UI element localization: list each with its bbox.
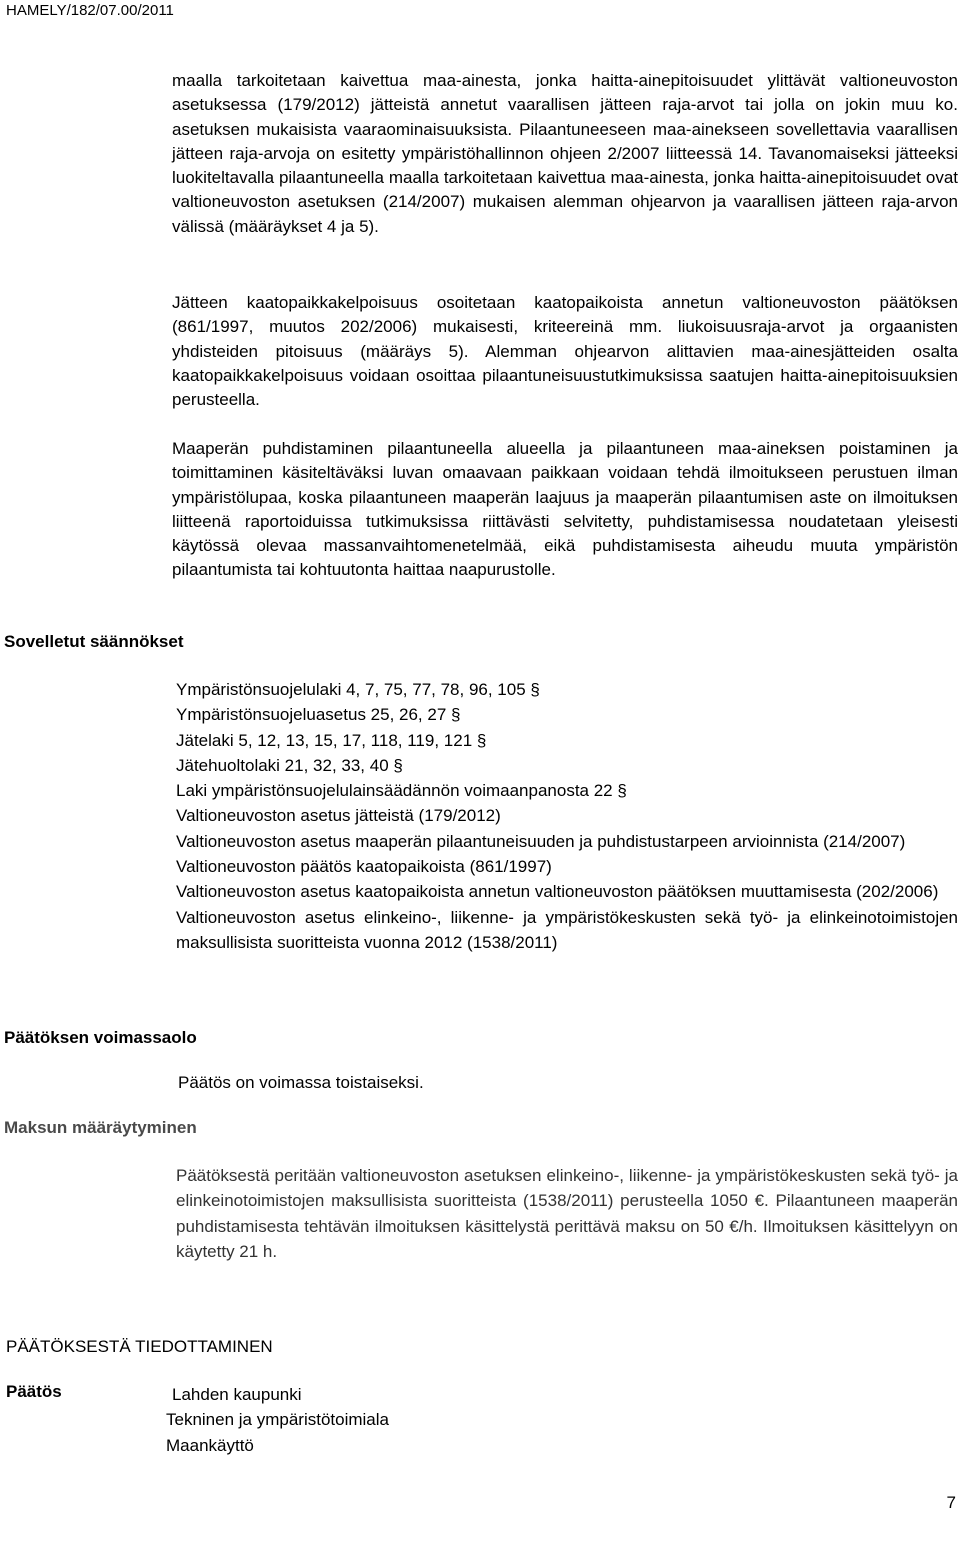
decision-label: Päätös bbox=[6, 1382, 62, 1401]
rule-item: Valtioneuvoston asetus maaperän pilaantuneisuuden ja puhdistustarpeen arvioinnista (214/2007) bbox=[176, 831, 906, 851]
fee-text: Päätöksestä peritään valtioneuvoston asetuksen elinkeino-, liikenne- ja ympäristökeskusten sekä työ- ja elinkeinotoimistojen maksullisista suoritteista (1538/2011) perusteella 1050 €. Pilaantuneen maaperän puhdistamisesta tehtävän ilmoituksen käsittelystä perittävä maksu on 50 €/h. Ilmoituksen käsittelyyn on käytetty 21 h. bbox=[176, 1166, 958, 1261]
paragraph-landfill-suitability: Jätteen kaatopaikkakelpoisuus osoitetaan kaatopaikoista annetun valtioneuvoston päätöksen (861/1997, muutos 202/2006) mukaisesti, kriteereinä mm. liukoisuusraja-arvot ja orgaanisten yhdisteiden pitoisuus (määräys 5). Alemman ohjearvon alittavien maa-ainesjätteiden osalta kaatopaikkakelpoisuus voidaan osoittaa pilaantuneisuustutkimuksissa saatujen haitta-ainepitoisuuksien perusteella. bbox=[172, 293, 958, 410]
rule-item: Laki ympäristönsuojelulainsäädännön voimaanpanosta 22 § bbox=[176, 778, 958, 803]
validity-text: Päätös on voimassa toistaiseksi. bbox=[178, 1073, 424, 1092]
recipient-line: Maankäyttö bbox=[166, 1435, 254, 1455]
section-label-validity: Päätöksen voimassaolo bbox=[4, 1028, 197, 1047]
paragraph-remediation-notice: Maaperän puhdistaminen pilaantuneella alueella ja pilaantuneen maa-aineksen poistaminen ja toimittaminen käsiteltäväksi luvan omaavaan paikkaan voidaan tehdä ilmoitukseen perustuen ilman ympäristölupaa, koska pilaantuneen maaperän laajuus ja maaperän pilaantumisen aste on ilmoituksen liitteenä raportoiduissa tutkimuksissa riittävästi selvitetty, puhdistamisessa noudatetaan yleisesti käytössä olevaa massanvaihtomenetelmää, eikä puhdistamisesta aiheudu muuta ympäristön pilaantumista tai kohtuutonta haittaa naapurustolle. bbox=[172, 439, 958, 580]
section-label-applied-rules: Sovelletut säännökset bbox=[4, 632, 184, 651]
rule-item: Valtioneuvoston asetus elinkeino-, liikenne- ja ympäristökeskusten sekä työ- ja elinkeinotoimistojen maksullisista suoritteista vuonna 2012 (1538/2011) bbox=[176, 907, 958, 952]
rule-item: Jätelaki 5, 12, 13, 15, 17, 118, 119, 121 § bbox=[176, 728, 958, 753]
rule-item: Valtioneuvoston asetus jätteistä (179/2012) bbox=[176, 806, 501, 826]
rule-item: Valtioneuvoston asetus kaatopaikoista annetun valtioneuvoston päätöksen muuttamisesta (202/2006) bbox=[176, 882, 939, 902]
decision-recipients bbox=[166, 1382, 389, 1458]
section-label-fee: Maksun määräytyminen bbox=[4, 1118, 197, 1137]
page-number: 7 bbox=[946, 1493, 956, 1512]
recipient-line: Lahden kaupunki bbox=[172, 1385, 302, 1404]
document-reference: HAMELY/182/07.00/2011 bbox=[6, 2, 174, 19]
recipient-line: Tekninen ja ympäristötoimiala bbox=[166, 1410, 389, 1430]
rule-item: Ympäristönsuojelulaki 4, 7, 75, 77, 78, 96, 105 § bbox=[176, 677, 958, 702]
rule-item: Ympäristönsuojeluasetus 25, 26, 27 § bbox=[176, 702, 958, 727]
rule-item: Valtioneuvoston päätös kaatopaikoista (861/1997) bbox=[176, 857, 552, 877]
paragraph-soil-criteria: maalla tarkoitetaan kaivettua maa-ainesta, jonka haitta-ainepitoisuudet ylittävät valtioneuvoston asetuksessa (179/2012) jätteistä annetut vaarallisen jätteen raja-arvot tai jolla on jokin muu ko. asetuksen mukaisista vaaraominaisuuksista. Pilaantuneeseen maa-ainekseen sovellettavia vaarallisen jätteen raja-arvoja on esitetty ympäristöhallinnon ohjeen 2/2007 liitteessä 14. Tavanomaiseksi jätteeksi luokiteltavalla pilaantuneella maalla tarkoitetaan kaivettua maa-ainesta, jonka haitta-ainepitoisuudet ovat valtioneuvoston asetuksen (214/2007) mukaisen alemman ohjearvon ja vaarallisen jätteen raja-arvon välissä (määräykset 4 ja 5). bbox=[172, 71, 958, 236]
notification-heading: PÄÄTÖKSESTÄ TIEDOTTAMINEN bbox=[6, 1337, 273, 1356]
applied-rules-list bbox=[176, 677, 958, 955]
rule-item: Jätehuoltolaki 21, 32, 33, 40 § bbox=[176, 753, 958, 778]
